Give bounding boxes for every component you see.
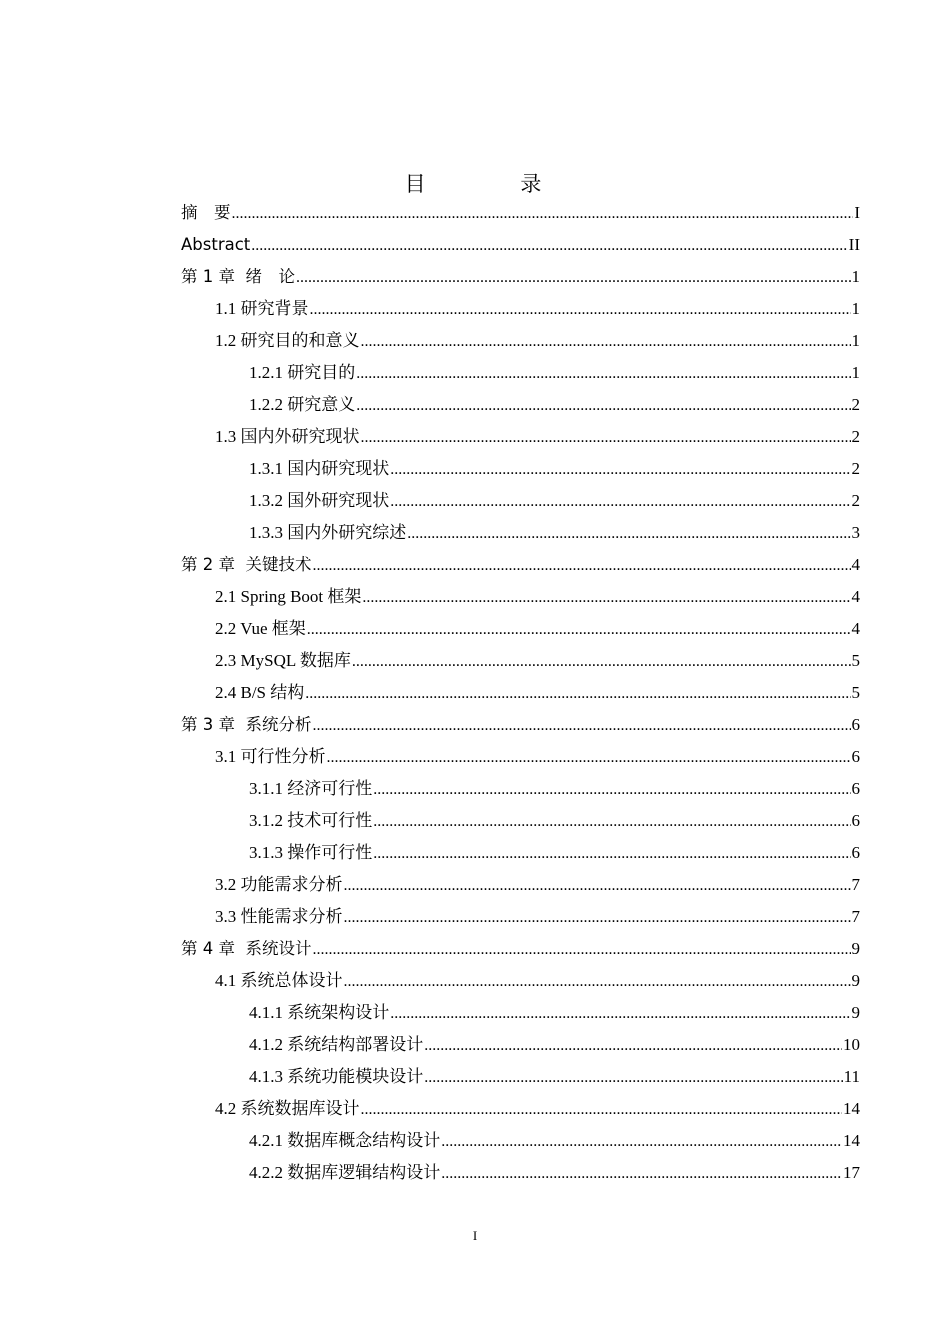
toc-entry-page-number: 4 [851,587,860,606]
toc-entry-label: 1.3.2 国外研究现状 [249,491,390,510]
toc-entry-label: 2.2 Vue 框架 [215,619,306,638]
toc-entry[interactable] [181,741,860,773]
toc-entry-label: 第 1 章 绪 论 [181,267,295,286]
toc-entry-page-number: 6 [851,843,860,862]
toc-entry-page-number: 7 [851,875,860,894]
toc-entry-page-number: 1 [851,267,860,286]
toc-leader-dots [441,1126,842,1158]
toc-leader-dots [390,998,850,1030]
toc-entry-page-number: 1 [851,331,860,350]
toc-entry[interactable] [181,325,860,357]
toc-entry-label: 4.2 系统数据库设计 [215,1099,360,1118]
toc-entry[interactable] [181,613,860,645]
toc-leader-dots [407,518,850,550]
toc-entry[interactable] [181,293,860,325]
toc-entry-label: 第 3 章 系统分析 [181,715,312,734]
toc-entry-page-number: 1 [851,363,860,382]
toc-entry-page-number: 2 [851,395,860,414]
toc-entry-page-number: 6 [851,715,860,734]
toc-entry-label: 1.2.1 研究目的 [249,363,356,382]
toc-entry[interactable] [181,901,860,933]
toc-entry-label: 4.1.1 系统架构设计 [249,1003,390,1022]
toc-entry-label: 1.3.3 国内外研究综述 [249,523,407,542]
toc-entry-page-number: 1 [851,299,860,318]
toc-leader-dots [251,230,847,262]
toc-entry[interactable] [181,965,860,997]
toc-entry-label: 3.3 性能需求分析 [215,907,343,926]
toc-entry-label: 4.1 系统总体设计 [215,971,343,990]
toc-entry-page-number: 9 [851,1003,860,1022]
toc-entry-page-number: 4 [851,619,860,638]
toc-entry[interactable] [181,933,860,965]
toc-entry-page-number: 2 [851,491,860,510]
toc-entry-label: 第 4 章 系统设计 [181,939,312,958]
toc-leader-dots [344,902,851,934]
toc-entry-page-number: 11 [843,1067,860,1086]
toc-leader-dots [441,1158,842,1190]
toc-leader-dots [373,838,850,870]
toc-entry-page-number: 3 [851,523,860,542]
toc-entry[interactable] [181,1061,860,1093]
toc-entry-label: 4.2.2 数据库逻辑结构设计 [249,1163,441,1182]
toc-leader-dots [312,550,850,582]
toc-entry-page-number: 9 [851,939,860,958]
toc-leader-dots [356,358,850,390]
page-title: 目 录 [404,172,586,196]
toc-entry-label: 1.2 研究目的和意义 [215,331,360,350]
toc-entry-page-number: 6 [851,779,860,798]
toc-entry[interactable] [181,1157,860,1189]
toc-entry[interactable] [181,421,860,453]
toc-entry-page-number: 6 [851,811,860,830]
toc-entry[interactable] [181,997,860,1029]
toc-entry[interactable] [181,1029,860,1061]
toc-entry-label: 2.3 MySQL 数据库 [215,651,351,670]
toc-entry-label: 2.1 Spring Boot 框架 [215,587,362,606]
toc-leader-dots [362,582,850,614]
toc-entry[interactable] [181,709,860,741]
toc-entry-label: 摘 要 [181,203,231,222]
toc-leader-dots [361,422,851,454]
toc-entry-page-number: 17 [843,1163,860,1182]
toc-leader-dots [373,774,850,806]
toc-leader-dots [356,390,850,422]
toc-entry-page-number: 6 [851,747,860,766]
toc-leader-dots [307,614,851,646]
toc-leader-dots [312,934,850,966]
toc-leader-dots [312,710,850,742]
toc-entry[interactable] [181,773,860,805]
toc-entry[interactable] [181,229,860,261]
toc-entry[interactable] [181,261,860,293]
toc-leader-dots [232,198,854,230]
toc-entry[interactable] [181,581,860,613]
toc-entry-page-number: II [848,235,860,254]
toc-entry-label: 4.1.2 系统结构部署设计 [249,1035,424,1054]
toc-entry-page-number: 7 [851,907,860,926]
toc-entry-page-number: 5 [851,651,860,670]
toc-entry-page-number: 5 [851,683,860,702]
toc-entry[interactable] [181,1125,860,1157]
toc-entry-page-number: 2 [851,427,860,446]
toc-entry-page-number: 9 [851,971,860,990]
toc-entry[interactable] [181,837,860,869]
toc-entry[interactable] [181,677,860,709]
toc-entry[interactable] [181,1093,860,1125]
toc-entry[interactable] [181,197,860,229]
toc-entry-label: 3.1.3 操作可行性 [249,843,373,862]
toc-entry-label: 1.3 国内外研究现状 [215,427,360,446]
toc-leader-dots [344,966,851,998]
toc-leader-dots [352,646,851,678]
toc-entry-page-number: 14 [843,1099,860,1118]
toc-leader-dots [310,294,851,326]
toc-entry-page-number: 14 [843,1131,860,1150]
toc-entry-label: 3.1.2 技术可行性 [249,811,373,830]
toc-entry[interactable] [181,357,860,389]
toc-entry-label: 3.1 可行性分析 [215,747,326,766]
toc-entry-label: 1.2.2 研究意义 [249,395,356,414]
page-footer-number: I [472,1228,478,1243]
toc-entry-label: 2.4 B/S 结构 [215,683,305,702]
toc-entry-page-number: 10 [843,1035,860,1054]
toc-entry[interactable] [181,517,860,549]
toc-leader-dots [305,678,850,710]
toc-entry-label: 3.1.1 经济可行性 [249,779,373,798]
toc-entry-label: 第 2 章 关键技术 [181,555,312,574]
toc-entry[interactable] [181,805,860,837]
toc-entry-label: 1.3.1 国内研究现状 [249,459,390,478]
toc-entry-page-number: 2 [851,459,860,478]
table-of-contents [181,197,860,1189]
toc-entry-label: Abstract [181,235,251,254]
toc-entry[interactable] [181,869,860,901]
toc-entry[interactable] [181,453,860,485]
toc-leader-dots [424,1030,842,1062]
toc-entry-page-number: 4 [851,555,860,574]
toc-leader-dots [361,326,851,358]
toc-entry[interactable] [181,485,860,517]
toc-leader-dots [344,870,851,902]
toc-leader-dots [327,742,851,774]
toc-entry[interactable] [181,549,860,581]
toc-leader-dots [373,806,850,838]
toc-entry-label: 1.1 研究背景 [215,299,309,318]
toc-entry[interactable] [181,389,860,421]
toc-entry[interactable] [181,645,860,677]
toc-leader-dots [390,486,850,518]
toc-leader-dots [424,1062,842,1094]
toc-leader-dots [296,262,851,294]
toc-leader-dots [390,454,850,486]
toc-entry-label: 4.2.1 数据库概念结构设计 [249,1131,441,1150]
toc-entry-label: 4.1.3 系统功能模块设计 [249,1067,424,1086]
toc-leader-dots [361,1094,843,1126]
toc-entry-page-number: I [854,203,860,222]
toc-entry-label: 3.2 功能需求分析 [215,875,343,894]
